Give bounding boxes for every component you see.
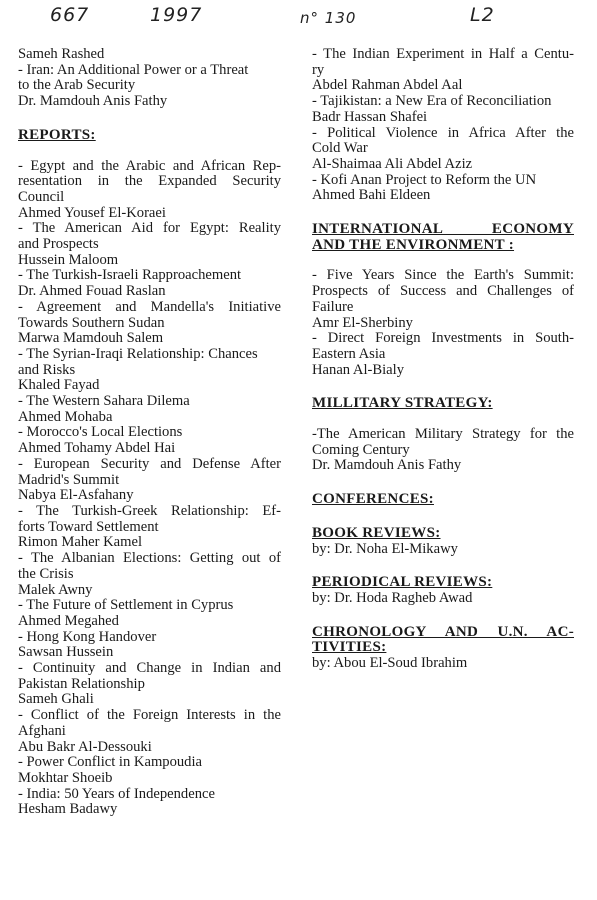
- conferences-heading: CONFERENCES:: [312, 491, 434, 508]
- text-line: -The American Military Strategy for the: [312, 426, 574, 443]
- text-line: Amr El-Sherbiny: [312, 314, 413, 331]
- text-line: Failure: [312, 298, 354, 315]
- text-line: - The Western Sahara Dilema: [18, 393, 190, 410]
- text-line: Prospects of Success and Challenges of: [312, 283, 574, 300]
- text-line: - Five Years Since the Earth's Summit:: [312, 267, 574, 284]
- right-intro: [312, 47, 574, 204]
- text-line: Abu Bakr Al-Dessouki: [18, 738, 152, 755]
- text-line: - The Turkish-Greek Relationship: Ef-: [18, 502, 281, 519]
- text-line: Badr Hassan Shafei: [312, 108, 428, 125]
- text-line: the Crisis: [18, 565, 74, 582]
- text-line: - European Security and Defense After: [18, 455, 281, 472]
- text-line: - The Indian Experiment in Half a Centu-: [312, 46, 574, 62]
- text-line: Al-Shaimaa Ali Abdel Aziz: [312, 155, 473, 172]
- left-intro: [18, 47, 281, 110]
- text-line: Hanan Al-Bialy: [312, 361, 405, 378]
- text-line: Sameh Ghali: [18, 691, 94, 708]
- book-reviews-heading: BOOK REVIEWS:: [312, 524, 441, 541]
- text-line: ry: [312, 61, 325, 78]
- text-line: - Conflict of the Foreign Interests in the: [18, 707, 281, 724]
- handwritten-year: 1997: [150, 4, 203, 26]
- text-line: Cold War: [312, 140, 368, 157]
- text-line: Ahmed Tohamy Abdel Hai: [18, 440, 176, 457]
- military-list: [312, 427, 574, 474]
- chronology-heading: CHRONOLOGY AND U.N. AC-: [312, 623, 574, 640]
- text-line: Abdel Rahman Abdel Aal: [312, 77, 463, 94]
- economy-heading-line-2: AND THE ENVIRONMENT :: [312, 236, 515, 253]
- text-line: - The Syrian-Iraqi Relationship: Chances: [18, 345, 258, 362]
- text-line: - Continuity and Change in Indian and: [18, 660, 281, 677]
- economy-heading: INTERNATIONAL ECONOMY: [312, 221, 574, 238]
- text-line: - The American Aid for Egypt: Reality: [18, 220, 281, 237]
- right-column: [312, 47, 574, 672]
- text-line: - The Future of Settlement in Cyprus: [18, 597, 234, 614]
- text-line: Ahmed Megahed: [18, 612, 119, 629]
- text-line: Madrid's Summit: [18, 471, 120, 488]
- text-line: Coming Century: [312, 441, 410, 458]
- text-line: forts Toward Settlement: [18, 518, 159, 535]
- text-line: Eastern Asia: [312, 345, 386, 362]
- text-line: - Tajikistan: a New Era of Reconciliation: [312, 93, 552, 110]
- text-line: - Egypt and the Arabic and African Rep-: [18, 157, 281, 174]
- text-line: Malek Awny: [18, 581, 93, 598]
- text-line: Rimon Maher Kamel: [18, 534, 143, 551]
- text-line: to the Arab Security: [18, 77, 136, 94]
- text-line: - The Albanian Elections: Getting out of: [18, 550, 281, 567]
- text-line: Marwa Mamdouh Salem: [18, 330, 164, 347]
- text-line: Khaled Fayad: [18, 377, 100, 394]
- text-line: Ahmed Mohaba: [18, 408, 113, 425]
- handwritten-number: 667: [50, 4, 90, 26]
- text-line: - Morocco's Local Elections: [18, 424, 183, 441]
- left-column: [18, 47, 281, 818]
- handwritten-code: L2: [470, 4, 495, 26]
- text-line: Nabya El-Asfahany: [18, 487, 134, 504]
- text-line: and Prospects: [18, 236, 99, 253]
- reports-list: [18, 159, 281, 819]
- text-line: - Hong Kong Handover: [18, 628, 157, 645]
- text-line: - Kofi Anan Project to Reform the UN: [312, 171, 537, 188]
- text-line: Dr. Ahmed Fouad Raslan: [18, 283, 166, 300]
- text-line: and Risks: [18, 361, 76, 378]
- text-line: Ahmed Yousef El-Koraei: [18, 204, 166, 221]
- text-line: Dr. Mamdouh Anis Fathy: [18, 93, 168, 110]
- text-line: - Political Violence in Africa After the: [312, 124, 574, 141]
- periodical-reviews-author: by: Dr. Hoda Ragheb Awad: [312, 589, 473, 606]
- text-line: Pakistan Relationship: [18, 675, 145, 692]
- book-reviews-author: by: Dr. Noha El-Mikawy: [312, 540, 458, 557]
- chronology-author: by: Abou El-Soud Ibrahim: [312, 655, 468, 672]
- text-line: Sameh Rashed: [18, 46, 105, 62]
- text-line: - The Turkish-Israeli Rapproachement: [18, 267, 242, 284]
- text-line: Council: [18, 188, 65, 205]
- text-line: - Power Conflict in Kampoudia: [18, 754, 203, 771]
- text-line: - Iran: An Additional Power or a Threat: [18, 61, 249, 78]
- text-line: Hesham Badawy: [18, 801, 118, 818]
- handwritten-issue: n° 130: [300, 9, 357, 27]
- economy-list: [312, 268, 574, 378]
- text-line: Dr. Mamdouh Anis Fathy: [312, 457, 462, 474]
- military-heading: MILLITARY STRATEGY:: [312, 395, 493, 412]
- text-line: Afghani: [18, 722, 66, 739]
- text-line: Towards Southern Sudan: [18, 314, 165, 331]
- text-line: - Direct Foreign Investments in South-: [312, 330, 574, 347]
- text-line: - Agreement and Mandella's Initiative: [18, 298, 281, 315]
- periodical-reviews-heading: PERIODICAL REVIEWS:: [312, 574, 493, 591]
- text-line: Sawsan Hussein: [18, 644, 114, 661]
- text-line: - India: 50 Years of Independence: [18, 785, 215, 802]
- text-line: Ahmed Bahi Eldeen: [312, 187, 431, 204]
- text-line: Mokhtar Shoeib: [18, 769, 113, 786]
- reports-heading: REPORTS:: [18, 126, 96, 143]
- chronology-heading-line-2: TIVITIES:: [312, 639, 387, 656]
- text-line: resentation in the Expanded Security: [18, 173, 281, 190]
- text-line: Hussein Maloom: [18, 251, 119, 268]
